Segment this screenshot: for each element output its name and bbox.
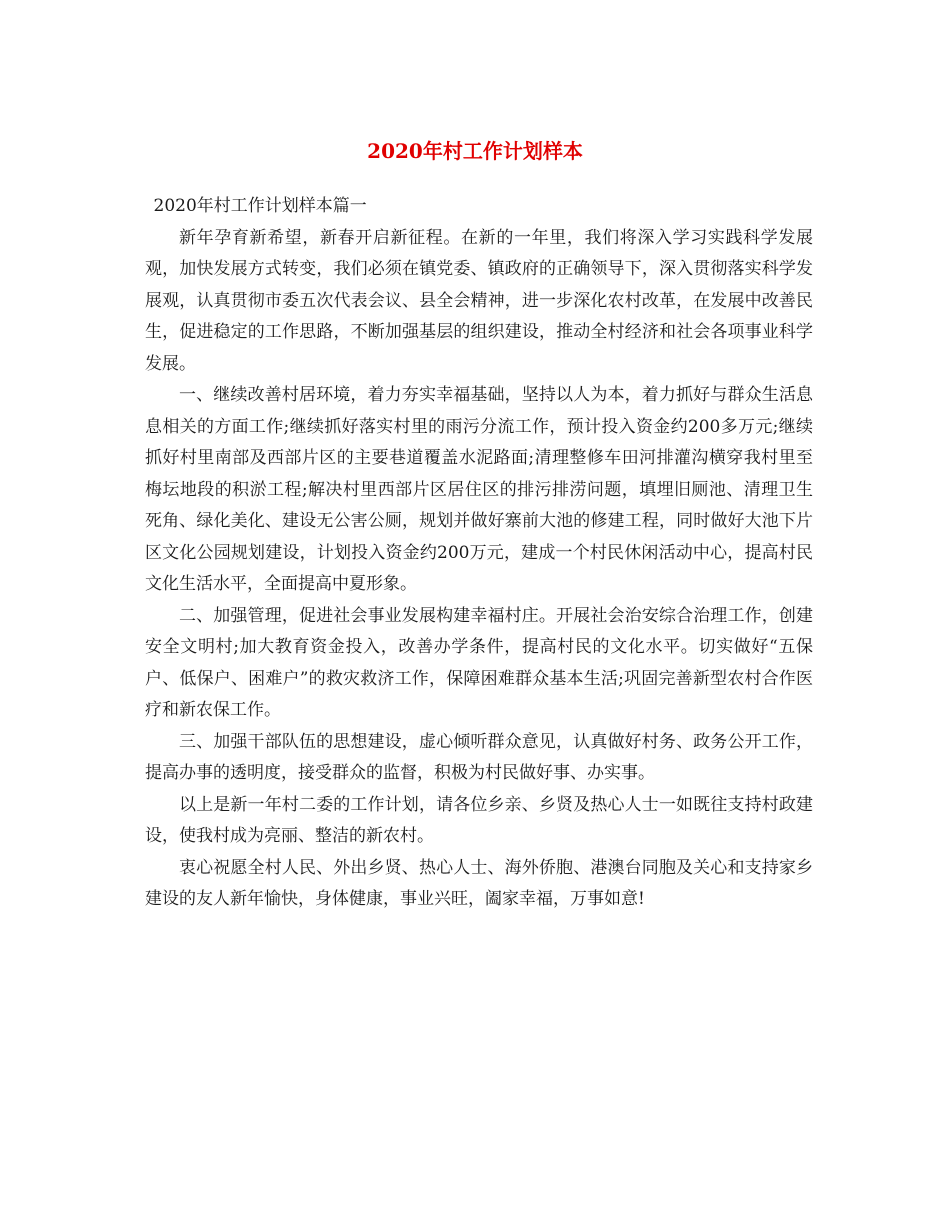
paragraph-intro: 新年孕育新希望，新春开启新征程。在新的一年里，我们将深入学习实践科学发展观，加快发展方式转变，我们必须在镇党委、镇政府的正确领导下，深入贯彻落实科学发展观，认真贯彻市委五次代表会议、县全会精神，进一步深化农村改革，在发展中改善民生，促进稳定的工作思路，不断加强基层的组织建设，推动全村经济和社会各项事业科学发展。 [145, 227, 813, 374]
section-subheading: 2020年村工作计划样本篇一 [153, 196, 367, 216]
paragraph-cadre: 三、加强干部队伍的思想建设，虚心倾听群众意见，认真做好村务、政务公开工作，提高办事的透明度，接受群众的监督，积极为村民做好事、办实事。 [145, 731, 813, 783]
document-title: 2020年村工作计划样本 [367, 139, 583, 163]
paragraph-management: 二、加强管理，促进社会事业发展构建幸福村庄。开展社会治安综合治理工作，创建安全文明村;加大教育资金投入，改善办学条件，提高村民的文化水平。切实做好“五保户、低保户、困难户”的救灾救济工作，保障困难群众基本生活;巩固完善新型农村合作医疗和新农保工作。 [145, 605, 813, 720]
paragraph-summary: 以上是新一年村二委的工作计划，请各位乡亲、乡贤及热心人士一如既往支持村政建设，使我村成为亮丽、整洁的新农村。 [145, 794, 813, 846]
paragraph-environment: 一、继续改善村居环境，着力夯实幸福基础，坚持以人为本，着力抓好与群众生活息息相关的方面工作;继续抓好落实村里的雨污分流工作，预计投入资金约200多万元;继续抓好村里南部及西部片区的主要巷道覆盖水泥路面;清理整修车田河排灌沟横穿我村里至梅坛地段的积淤工程;解决村里西部片区居住区的排污排涝问题，填埋旧厕池、清理卫生死角、绿化美化、建设无公害公厕，规划并做好寨前大池的修建工程，同时做好大池下片区文化公园规划建设，计划投入资金约200万元，建成一个村民休闲活动中心，提高村民文化生活水平，全面提高中夏形象。 [145, 385, 813, 594]
document-body [145, 191, 813, 916]
paragraph-wishes: 衷心祝愿全村人民、外出乡贤、热心人士、海外侨胞、港澳台同胞及关心和支持家乡建设的友人新年愉快，身体健康，事业兴旺，阖家幸福，万事如意! [145, 857, 813, 909]
